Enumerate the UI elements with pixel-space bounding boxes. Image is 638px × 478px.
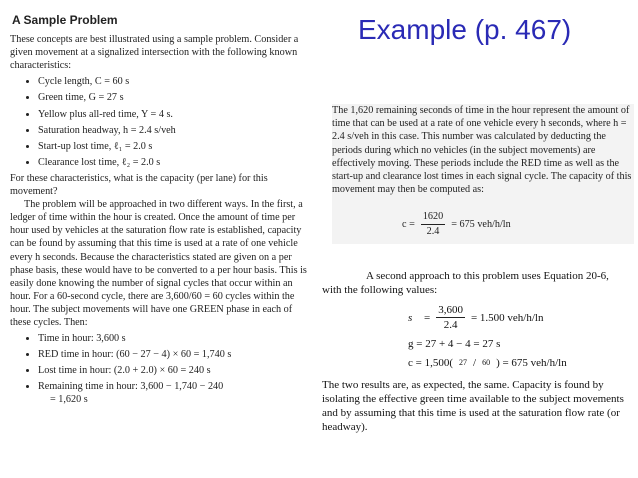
ledger-item-continuation: = 1,620 s xyxy=(50,394,88,406)
saturation-flow-equation xyxy=(408,303,628,332)
fraction-denominator: 2.4 xyxy=(443,319,458,331)
equation-text-a: c = 1,500( xyxy=(408,357,453,369)
bottom-right-excerpt xyxy=(322,269,628,434)
list-item: • RED time in hour: (60 − 27 − 4) × 60 = 1,740 s xyxy=(38,348,315,361)
equation-fraction xyxy=(436,303,465,332)
equation-text-b: ) = 675 veh/h/ln xyxy=(496,357,567,369)
list-item: • Cycle length, C = 60 s xyxy=(38,75,315,88)
equation-lhs: c = xyxy=(402,218,415,230)
top-right-excerpt xyxy=(332,104,634,244)
list-item: • Green time, G = 27 s xyxy=(38,91,315,104)
ledger-list xyxy=(10,332,315,406)
equation-lhs: s xyxy=(408,311,413,324)
intro-paragraph: These concepts are best illustrated using a sample problem. Consider a given movement at a signalized intersection with the following known characteristics: xyxy=(10,34,299,72)
second-approach-paragraph: A second approach to this problem uses Equation 20-6, with the following values: xyxy=(322,270,609,296)
list-item xyxy=(38,380,315,406)
list-item: • Yellow plus all-red time, Y = 4 s. xyxy=(38,108,315,121)
list-item: • Start-up lost time, ℓ₁ = 2.0 s xyxy=(38,140,315,153)
fraction-denominator: 2.4 xyxy=(426,225,440,237)
list-item: • Saturation headway, h = 2.4 s/veh xyxy=(38,124,315,137)
left-page-excerpt xyxy=(10,14,315,410)
slide-title: Example (p. 467) xyxy=(358,14,572,45)
equals-sign: = xyxy=(424,311,431,324)
ratio-numerator: 27 xyxy=(459,358,467,367)
ledger-item-text: Remaining time in hour: 3,600 − 1,740 − 240 xyxy=(38,381,224,393)
fraction-numerator: 3,600 xyxy=(438,304,463,316)
list-item: • Lost time in hour: (2.0 + 2.0) × 60 = 240 s xyxy=(38,364,315,377)
green-time-equation xyxy=(408,337,628,351)
conclusion-paragraph: The two results are, as expected, the same. Capacity is found by isolating the effective green time available to the subject movements and by assuming that this time is used at the saturation flow rate (or headway). xyxy=(322,379,624,433)
list-item: • Time in hour: 3,600 s xyxy=(38,332,315,345)
ratio-denominator: 60 xyxy=(482,358,491,367)
approach-paragraph: The problem will be approached in two different ways. In the first, a ledger of time within the hour is created. Once the amount of time per hour used by vehicles at the saturation flow rate is established, capacity can be found by assuming that this time is used at a rate of one vehicle every h seconds. Because the characteristics stated are given on a per phase basis, these would have to be converted to a per hour basis. This is easily done knowing the number of signal cycles that occur within an hour. For a 60-second cycle, there are 3,600/60 = 60 cycles within the hour. The subject movements will have one GREEN phase in each of these cycles. Then: xyxy=(10,199,307,328)
list-item: • Clearance lost time, ℓ₂ = 2.0 s xyxy=(38,156,315,169)
equation-fraction xyxy=(421,210,445,237)
equation-rhs: = 1.500 veh/h/ln xyxy=(470,311,544,324)
capacity-equation xyxy=(402,210,634,237)
explanation-paragraph: The 1,620 remaining seconds of time in the hour represent the amount of time that can be used at a rate of one vehicle every h seconds, where h = 2.4 s/veh in this case. This number was calculated by deducting the periods during which no vehicles (in the subject movements) are effectively moving. These periods include the RED time as well as the start-up and clearance lost times in each signal cycle. The capacity of this movement may then be computed as: xyxy=(332,105,632,196)
capacity-equation: c = 1,500( 27 / 60 ) = 675 veh/h/ln xyxy=(408,357,567,369)
equation-block xyxy=(408,303,628,370)
fraction-numerator: 1620 xyxy=(421,210,445,224)
question-paragraph: For these characteristics, what is the capacity (per lane) for this movement? xyxy=(10,172,268,198)
characteristics-list xyxy=(10,75,315,169)
equation-rhs: = 675 veh/h/ln xyxy=(451,218,511,230)
equation-text: g = 27 + 4 − 4 = 27 s xyxy=(408,338,501,350)
section-heading: A Sample Problem xyxy=(12,13,118,27)
